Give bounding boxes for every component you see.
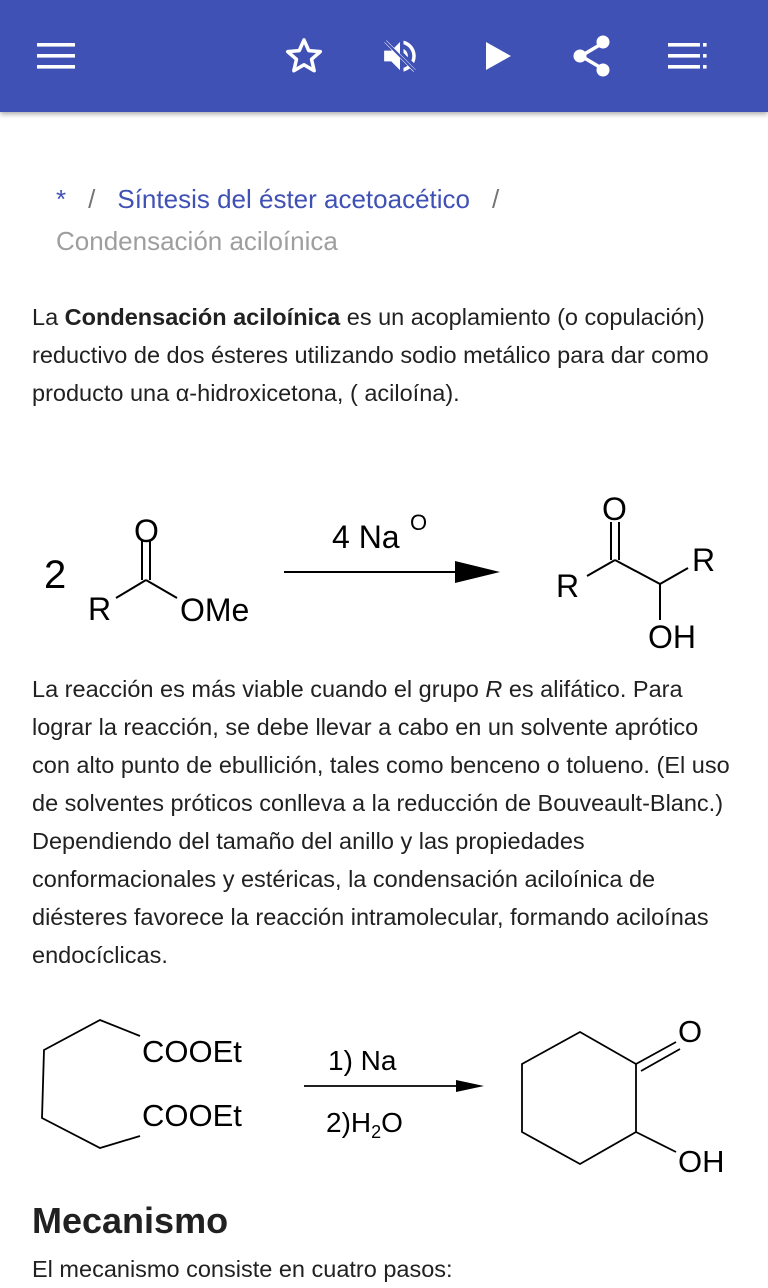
ester-oxygen: O — [134, 513, 159, 549]
scheme-coefficient: 2 — [44, 553, 67, 597]
ester-label-2: COOEt — [142, 1098, 242, 1133]
acyloin-reaction-scheme — [0, 480, 768, 660]
body-r-symbol: R — [485, 676, 503, 702]
cyclization-reaction-scheme — [0, 1000, 768, 1190]
reagent-superscript: O — [410, 510, 428, 535]
cyclic-product-oxygen: O — [678, 1014, 703, 1049]
contents-button[interactable] — [658, 26, 718, 86]
breadcrumb-parent[interactable]: Síntesis del éster acetoacético — [117, 184, 470, 214]
breadcrumb-separator: / — [88, 184, 96, 214]
breadcrumb-home[interactable]: * — [56, 184, 67, 214]
play-icon — [483, 40, 513, 72]
product-oh: OH — [648, 619, 696, 655]
reaction-arrow-head-2 — [456, 1080, 484, 1092]
intro-prefix: La — [32, 304, 65, 330]
product-r-left: R — [556, 568, 580, 604]
intro-paragraph — [32, 298, 742, 412]
app-toolbar — [0, 0, 768, 112]
section-heading: Mecanismo — [32, 1200, 229, 1241]
body-text-2: es alifático. Para lograr la reacción, se debe llevar a cabo en un solvente aprótico con alto punto de ebullición, tales como benceno o tolueno. (El uso de solventes próticos conlleva a la reducción de Bouveault-Blanc.) Dependiendo del tamaño del anillo y las propiedades conformacionales y estéricas, la condensación aciloínica de diésteres favorece la reacción intramolecular, formando aciloínas endocíclicas. — [32, 676, 730, 968]
breadcrumb — [56, 178, 736, 262]
menu-button[interactable] — [26, 26, 86, 86]
step2-label: $2)H_2O$ — [326, 1107, 403, 1142]
menu-icon — [37, 42, 75, 70]
volume-off-icon — [379, 35, 421, 77]
share-button[interactable] — [562, 26, 622, 86]
body-paragraph — [32, 670, 742, 974]
product-oxygen: O — [602, 491, 627, 527]
intro-term: Condensación aciloínica — [64, 304, 341, 330]
step1-label: 1) Na — [328, 1045, 397, 1076]
favorite-button[interactable] — [274, 26, 334, 86]
play-button[interactable] — [468, 26, 528, 86]
cyclic-product-oh: OH — [678, 1144, 725, 1179]
share-icon — [572, 35, 612, 77]
product-r-right: R — [692, 542, 716, 578]
intro-text: es un acoplamiento (o copulación) reductivo de dos ésteres utilizando sodio metálico para dar como producto una α-hidroxicetona, ( aciloína). — [32, 304, 709, 406]
section-text: El mecanismo consiste en cuatro pasos: — [32, 1256, 453, 1282]
body-text-1: La reacción es más viable cuando el grupo — [32, 676, 486, 702]
mute-button[interactable] — [370, 26, 430, 86]
reagent-label: 4 Na — [332, 519, 400, 555]
ester-r-group: R — [88, 591, 112, 627]
breadcrumb-separator: / — [492, 184, 500, 214]
breadcrumb-current: Condensación aciloínica — [56, 226, 338, 256]
list-icon — [668, 42, 708, 70]
ester-label-1: COOEt — [142, 1034, 242, 1069]
star-icon — [283, 35, 325, 77]
reaction-arrow-head — [455, 561, 500, 583]
ester-ome: OMe — [180, 592, 250, 628]
